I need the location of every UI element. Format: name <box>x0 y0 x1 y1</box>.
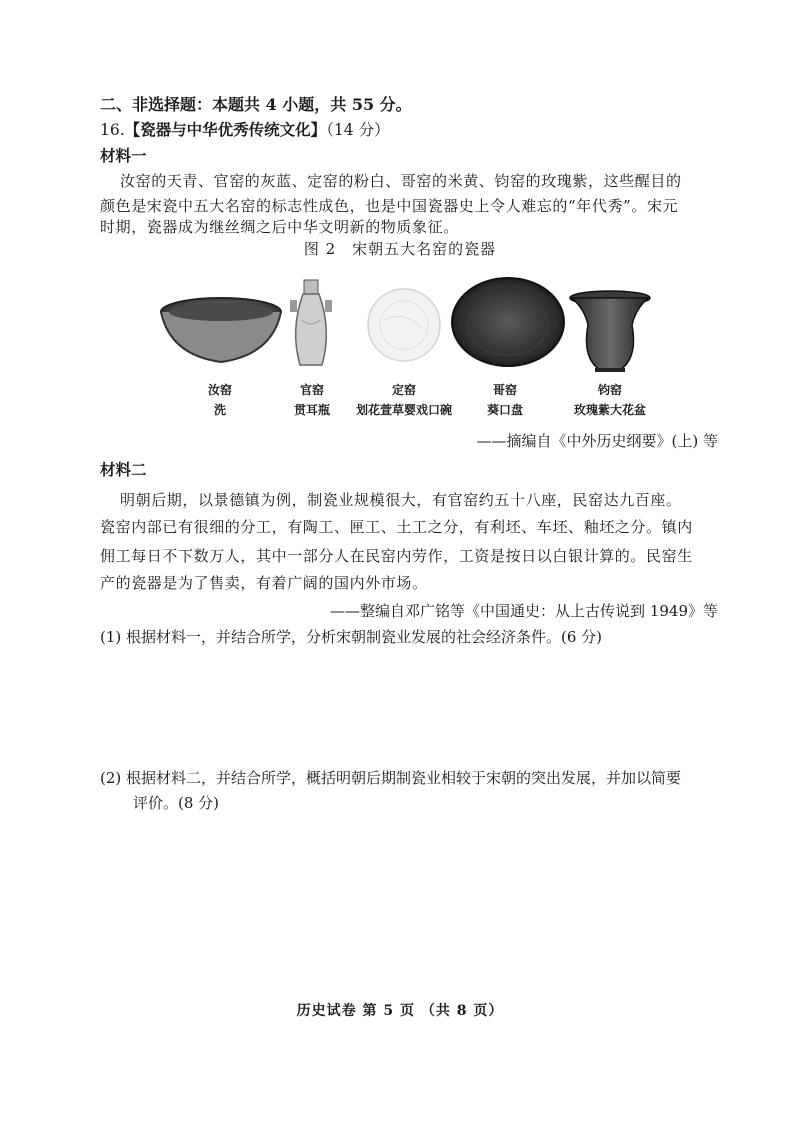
material1-line-2: 颜色是宋瓷中五大名窑的标志性成色，也是中国瓷器史上令人难忘的“年代秀”。宋元 <box>100 197 679 215</box>
ge-kiln-plate-image <box>452 278 564 366</box>
guan-kiln-vase-image <box>290 280 332 365</box>
jun-kiln-flowerpot-image <box>570 291 650 372</box>
figure-caption: 图 2 宋朝五大名窑的瓷器 <box>303 240 497 258</box>
vessel-name-5: 玫瑰紫大花盆 <box>573 403 646 417</box>
vessel-name-1: 洗 <box>213 403 226 417</box>
vessel-kiln-3: 定窑 <box>391 383 416 397</box>
material2-label: 材料二 <box>100 460 147 479</box>
section-title: 二、非选择题：本题共 4 小题，共 55 分。 <box>100 95 412 114</box>
vessel-kiln-5: 钧窑 <box>597 383 622 397</box>
question-topic: 【瓷器与中华优秀传统文化】 <box>124 120 327 139</box>
question-2-text-line-2: 评价。(8 分) <box>133 794 220 812</box>
vessel-kiln-1: 汝窑 <box>207 383 232 397</box>
material1-label: 材料一 <box>100 146 147 165</box>
material2-line-4: 产的瓷器是为了售卖，有着广阔的国内外市场。 <box>100 574 428 592</box>
vessel-name-4: 葵口盘 <box>486 403 523 417</box>
material2-source: ——整编自邓广铭等《中国通史：从上古传说到 1949》等 <box>330 602 718 620</box>
vessels-figure <box>0 270 800 380</box>
question-2-text-line-1: (2) 根据材料二，并结合所学，概括明朝后期制瓷业相较于宋朝的突出发展，并加以简要 <box>100 769 682 787</box>
page-footer: 历史试卷 第 5 页 （共 8 页） <box>296 1003 504 1019</box>
question-points: （14 分） <box>326 121 390 139</box>
question-1-text: (1) 根据材料一，并结合所学，分析宋朝制瓷业发展的社会经济条件。(6 分) <box>100 628 603 646</box>
material1-source: ——摘编自《中外历史纲要》(上) 等 <box>476 432 718 450</box>
vessel-name-3: 划花萱草婴戏口碗 <box>355 403 452 417</box>
question-number: 16. <box>100 121 125 139</box>
material2-line-2: 瓷窑内部已有很细的分工，有陶工、匣工、土工之分，有利坯、车坯、釉坯之分。镇内 <box>100 518 693 536</box>
vessel-kiln-4: 哥窑 <box>492 383 517 397</box>
question-16-heading <box>100 118 390 140</box>
material1-line-1: 汝窑的天青、官窑的灰蓝、定窑的粉白、哥窑的米黄、钧窑的玫瑰紫，这些醒目的 <box>120 172 682 190</box>
vessel-name-2: 贯耳瓶 <box>293 403 330 417</box>
vessel-kiln-2: 官窑 <box>299 383 324 397</box>
material1-line-3: 时期，瓷器成为继丝绸之后中华文明新的物质象征。 <box>100 218 459 236</box>
ding-kiln-bowl-image <box>368 289 440 361</box>
material2-line-1: 明朝后期，以景德镇为例，制瓷业规模很大，有官窑约五十八座，民窑达九百座。 <box>120 491 682 509</box>
material2-line-3: 佣工每日不下数万人，其中一部分人在民窑内劳作，工资是按日以白银计算的。民窑生 <box>100 547 693 565</box>
ru-kiln-basin-image <box>161 298 281 362</box>
